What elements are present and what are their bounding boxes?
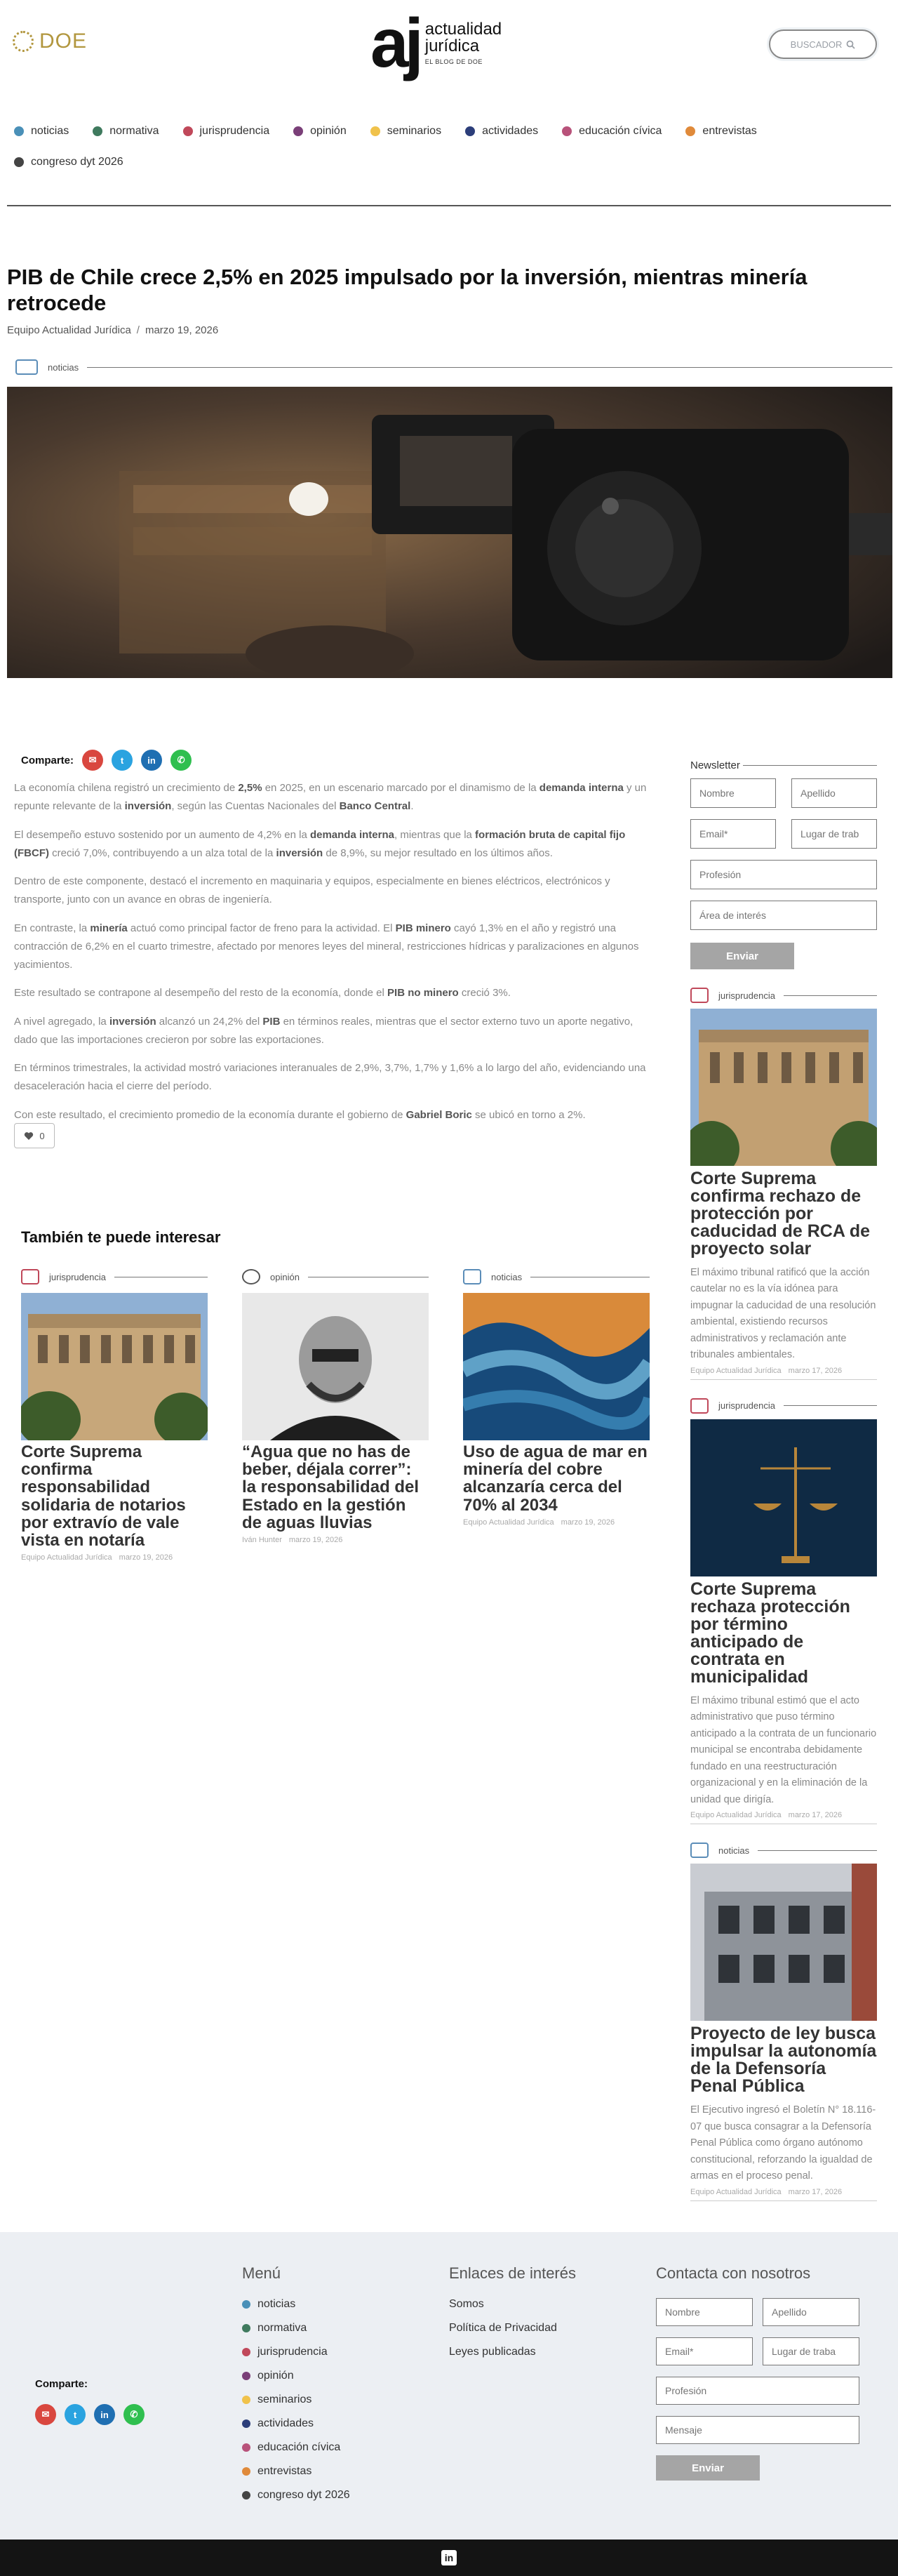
footer-menu-item[interactable]: [242, 2370, 350, 2382]
category-dot-icon: [465, 126, 475, 136]
whatsapp-icon[interactable]: ✆: [170, 750, 192, 771]
article-category-line: [15, 359, 892, 375]
article-paragraph: [14, 919, 652, 975]
paragraph-text: A nivel agregado, la: [14, 1015, 109, 1028]
paragraph-emphasis: PIB no minero: [387, 987, 459, 1000]
post-date: marzo 17, 2026: [788, 1366, 843, 1375]
footer-menu-item[interactable]: [242, 2394, 350, 2406]
footer-share-icons: [35, 2404, 153, 2425]
footer-menu-item[interactable]: [242, 2441, 350, 2454]
related-title: También te puede interesar: [21, 1228, 221, 1246]
twitter-icon[interactable]: t: [112, 750, 133, 771]
related-thumbnail[interactable]: [242, 1293, 429, 1440]
sidebar-post-meta: [690, 2188, 877, 2196]
footer-menu-label: entrevistas: [257, 2465, 312, 2477]
courthouse-photo: [21, 1293, 208, 1440]
category-dot-icon: [14, 126, 24, 136]
aj-logo-tagline: EL BLOG DE DOE: [424, 58, 483, 65]
newsletter-submit-button[interactable]: Enviar: [690, 943, 794, 969]
nav-item-jurisprudencia[interactable]: [183, 125, 270, 138]
category-dot-icon: [242, 2324, 250, 2332]
site-footer: [0, 2232, 898, 2540]
doe-logo[interactable]: [13, 29, 87, 53]
doe-emblem-icon: [13, 31, 34, 52]
related-card-title[interactable]: “Agua que no has de beber, déjala correr”: la responsabilidad del Estado en la gestión de aguas lluvias: [242, 1442, 420, 1532]
category-dot-icon: [242, 2396, 250, 2404]
paragraph-emphasis: inversión: [276, 847, 323, 859]
paragraph-emphasis: inversión: [109, 1015, 156, 1028]
post-divider: [690, 2200, 877, 2201]
like-button[interactable]: [14, 1123, 55, 1148]
article-hero-image: [7, 387, 892, 678]
category-dot-icon: [14, 157, 24, 167]
sidebar-post-excerpt: El máximo tribunal estimó que el acto administrativo que puso término anticipado a la contrata de un funcionario municipal se encontraba debidamente fundado en una reestructuración organizacional y en la eliminación de la unidad que dirigía.: [690, 1694, 877, 1805]
sidebar-category-line: [690, 1398, 877, 1414]
newspaper-icon: [463, 1269, 481, 1284]
contact-workplace-input[interactable]: [763, 2337, 859, 2365]
sidebar-post-title[interactable]: Corte Suprema confirma rechazo de protección por caducidad de RCA de proyecto solar: [690, 1169, 871, 1259]
sidebar-category[interactable]: jurisprudencia: [718, 1400, 775, 1412]
paragraph-emphasis: PIB: [262, 1015, 281, 1028]
paragraph-emphasis: Gabriel Boric: [406, 1108, 472, 1121]
sidebar-category-line: [690, 1843, 877, 1858]
aj-logo-line1: actualidad: [424, 19, 502, 39]
category-dot-icon: [242, 2419, 250, 2428]
related-card[interactable]: [463, 1269, 650, 1527]
contact-last-name-input[interactable]: [763, 2298, 859, 2326]
paragraph-emphasis: demanda interna: [539, 782, 624, 794]
contact-first-name-input[interactable]: [656, 2298, 753, 2326]
article-paragraph: [14, 1059, 652, 1096]
post-author: Equipo Actualidad Jurídica: [690, 1366, 782, 1375]
paragraph-text: y un repunte relevante de la: [14, 782, 647, 813]
nav-item-entrevistas[interactable]: [685, 125, 756, 138]
search-button[interactable]: [769, 29, 877, 59]
category-rule: [784, 995, 877, 996]
post-date: marzo 17, 2026: [788, 1811, 843, 1820]
footer-link-privacy[interactable]: Política de Privacidad: [449, 2322, 557, 2334]
footer-menu-label: seminarios: [257, 2394, 312, 2405]
related-card-title[interactable]: Corte Suprema confirma responsabilidad solidaria de notarios por extravío de vale vista en notaría: [21, 1442, 186, 1550]
nav-item-label: congreso dyt 2026: [31, 156, 123, 168]
paragraph-text: .: [410, 800, 414, 813]
paragraph-emphasis: inversión: [124, 800, 172, 813]
newspaper-icon: [15, 359, 38, 375]
paragraph-text: En términos trimestrales, la actividad mostró variaciones interanuales de 2,9%, 3,7%, 1,7% y 1,6% a lo largo del año, evidenciando una desaceleración hacia el cierre del período.: [14, 1062, 646, 1093]
article-title: PIB de Chile crece 2,5% en 2025 impulsado por la inversión, mientras minería retrocede: [7, 265, 807, 316]
footer-link-somos[interactable]: Somos: [449, 2298, 484, 2310]
newsletter-heading: [690, 759, 877, 771]
footer-share: [35, 2378, 153, 2425]
nav-item-actividades[interactable]: [465, 125, 538, 138]
footer-menu: [242, 2264, 350, 2513]
related-thumbnail[interactable]: [463, 1293, 650, 1440]
footer-menu-item[interactable]: [242, 2346, 350, 2358]
card-date: marzo 19, 2026: [119, 1553, 173, 1562]
category-dot-icon: [685, 126, 695, 136]
article-paragraph: [14, 1106, 652, 1124]
sea-water-photo: [463, 1293, 650, 1440]
footer-menu-label: noticias: [257, 2298, 296, 2310]
category-dot-icon: [242, 2443, 250, 2452]
footer-menu-label: normativa: [257, 2322, 307, 2334]
card-author: Iván Hunter: [242, 1535, 282, 1544]
whatsapp-icon[interactable]: ✆: [123, 2404, 145, 2425]
contact-profession-input[interactable]: [656, 2377, 859, 2405]
category-dot-icon: [242, 2467, 250, 2476]
share-icons: [82, 750, 200, 771]
article-date: marzo 19, 2026: [145, 324, 219, 336]
paragraph-text: El desempeño estuvo sostenido por un aumento de 4,2% en la: [14, 828, 310, 841]
nav-item-congreso-dyt-2026[interactable]: [14, 156, 123, 168]
contact-submit-button[interactable]: Enviar: [656, 2455, 760, 2481]
post-photo: [690, 1009, 877, 1166]
related-card-meta: [21, 1553, 208, 1562]
sidebar-posts: [690, 988, 877, 2201]
newsletter-first-name-input[interactable]: [690, 778, 776, 808]
article-paragraph: [14, 984, 652, 1002]
paragraph-text: creció 3%.: [458, 987, 511, 1000]
nav-item-educación-cívica[interactable]: [562, 125, 662, 138]
footer-share-label: Comparte:: [35, 2378, 88, 2390]
sidebar-post-thumbnail[interactable]: [690, 1419, 877, 1576]
category-dot-icon: [562, 126, 572, 136]
footer-menu-label: opinión: [257, 2370, 294, 2382]
like-count: 0: [39, 1130, 45, 1141]
related-category[interactable]: opinión: [270, 1271, 300, 1282]
newsletter-workplace-input[interactable]: [791, 819, 877, 849]
nav-item-label: educación cívica: [579, 125, 662, 137]
category-dot-icon: [242, 2491, 250, 2499]
related-card-title[interactable]: Uso de agua de mar en minería del cobre alcanzaría cerca del 70% al 2034: [463, 1442, 648, 1515]
sidebar-post-meta: [690, 1367, 877, 1375]
sidebar-category-line: [690, 988, 877, 1003]
article-share-bar: [21, 750, 200, 771]
sidebar-post-thumbnail[interactable]: [690, 1009, 877, 1166]
category-rule: [758, 1850, 877, 1851]
sidebar-post[interactable]: [690, 1843, 877, 2200]
footer-menu-list: [242, 2298, 350, 2502]
post-date: marzo 17, 2026: [788, 2187, 843, 2196]
footer-contact: [656, 2264, 859, 2481]
footer-menu-title: Menú: [242, 2264, 281, 2282]
paragraph-emphasis: minería: [90, 922, 128, 934]
site-header: [0, 0, 898, 91]
related-thumbnail[interactable]: [21, 1293, 208, 1440]
category-dot-icon: [370, 126, 380, 136]
newsletter-area-input[interactable]: [690, 901, 877, 930]
nav-item-label: normativa: [109, 125, 159, 137]
paragraph-text: alcanzó un 24,2% del: [156, 1015, 263, 1028]
article-paragraph: [14, 779, 652, 816]
article-body: [14, 779, 652, 1134]
footer-contact-title: Contacta con nosotros: [656, 2264, 811, 2282]
sidebar-post-excerpt: El máximo tribunal ratificó que la acción cautelar no es la vía idónea para impugnar la caducidad de una resolución ambiental, existiendo recursos administrativos y reclamación ante tribunales ambientales.: [690, 1267, 876, 1361]
related-card[interactable]: [21, 1269, 208, 1562]
byline-separator: /: [136, 324, 140, 336]
related-category-line: [463, 1269, 650, 1284]
article-category[interactable]: noticias: [48, 361, 79, 373]
footer-menu-label: jurisprudencia: [257, 2346, 328, 2358]
paragraph-text: de 8,9%, su mejor resultado en los últimos años.: [323, 847, 553, 859]
paragraph-text: Dentro de este componente, destacó el incremento en maquinaria y equipos, especialmente en bienes eléctricos, electrónicos y transporte, junto con un avance en obras de ingeniería.: [14, 875, 610, 906]
paragraph-text: creció 7,0%, contribuyendo a un alza total de la: [48, 847, 276, 859]
sidebar: [690, 759, 877, 2201]
post-photo: [690, 1419, 877, 1576]
related-category[interactable]: jurisprudencia: [49, 1271, 106, 1282]
newsletter-last-name-input[interactable]: [791, 778, 877, 808]
category-dot-icon: [293, 126, 303, 136]
card-date: marzo 19, 2026: [288, 1535, 343, 1544]
speech-bubble-icon: [242, 1269, 260, 1284]
footer-menu-item[interactable]: [242, 2417, 350, 2430]
nav-item-label: seminarios: [387, 125, 442, 137]
aj-logo-mark: aj: [370, 4, 420, 81]
related-card[interactable]: [242, 1269, 429, 1544]
post-author: Equipo Actualidad Jurídica: [690, 1811, 782, 1820]
footer-menu-item[interactable]: [242, 2322, 350, 2335]
sidebar-post[interactable]: [690, 1398, 877, 1824]
email-icon[interactable]: ✉: [35, 2404, 56, 2425]
nav-item-label: entrevistas: [702, 125, 757, 137]
paragraph-text: La economía chilena registró un crecimiento de: [14, 782, 239, 794]
paragraph-text: cayó 1,3% en el año y registró una contracción de 6,2% en el cuarto trimestre, afectado por menores leyes del mineral, restricciones hídricas y paralizaciones en algunos yacimientos.: [14, 922, 639, 971]
paragraph-emphasis: 2,5%: [238, 782, 262, 794]
scales-icon: [690, 1398, 709, 1414]
sidebar-category[interactable]: noticias: [718, 1845, 750, 1856]
newspaper-icon: [690, 1843, 709, 1858]
post-divider: [690, 1379, 877, 1380]
article-author[interactable]: Equipo Actualidad Jurídica: [7, 324, 131, 336]
linkedin-icon[interactable]: in: [141, 750, 162, 771]
scales-icon: [21, 1269, 39, 1284]
footer-menu-label: educación cívica: [257, 2441, 341, 2453]
portrait-photo: [242, 1293, 429, 1440]
category-dot-icon: [183, 126, 193, 136]
sidebar-post-title[interactable]: Proyecto de ley busca impulsar la autonomía de la Defensoría Penal Pública: [690, 2024, 877, 2097]
article-paragraph: [14, 826, 652, 863]
nav-item-label: actividades: [482, 125, 539, 137]
related-card-meta: [463, 1518, 650, 1527]
article-byline: [7, 324, 218, 336]
video-camera-photo: [7, 387, 892, 678]
newsletter-email-input[interactable]: [690, 819, 776, 849]
search-label: BUSCADOR: [790, 39, 843, 50]
paragraph-text: Con este resultado, el crecimiento promedio de la economía durante el gobierno de: [14, 1108, 406, 1121]
related-card-meta: [242, 1536, 429, 1544]
paragraph-emphasis: Banco Central: [339, 800, 411, 813]
post-author: Equipo Actualidad Jurídica: [690, 2187, 782, 2196]
paragraph-text: Este resultado se contrapone al desempeño del resto de la economía, donde el: [14, 987, 388, 1000]
doe-logo-text: DOE: [39, 29, 88, 53]
nav-item-seminarios[interactable]: [370, 125, 441, 138]
category-dot-icon: [93, 126, 102, 136]
article-paragraph: [14, 872, 652, 910]
main-nav: [14, 125, 884, 168]
paragraph-text: , según las Cuentas Nacionales del: [171, 800, 340, 813]
nav-item-normativa[interactable]: [93, 125, 159, 138]
footer-menu-label: congreso dyt 2026: [257, 2489, 350, 2501]
contact-email-input[interactable]: [656, 2337, 753, 2365]
nav-item-label: jurisprudencia: [199, 125, 270, 137]
aj-logo-line2: jurídica: [424, 36, 480, 55]
footer-menu-label: actividades: [257, 2417, 314, 2429]
card-author: Equipo Actualidad Jurídica: [463, 1518, 554, 1527]
nav-item-opinión[interactable]: [293, 125, 347, 138]
category-rule: [784, 1405, 877, 1406]
related-category[interactable]: noticias: [491, 1271, 523, 1282]
footer-bottom-bar: [0, 2540, 898, 2576]
share-label: Comparte:: [21, 754, 74, 766]
paragraph-emphasis: demanda interna: [309, 828, 394, 841]
category-dot-icon: [242, 2372, 250, 2380]
footer-menu-item[interactable]: [242, 2298, 350, 2311]
linkedin-icon[interactable]: in: [94, 2404, 115, 2425]
footer-menu-item[interactable]: [242, 2489, 350, 2502]
paragraph-text: En contraste, la: [14, 922, 91, 934]
post-photo: [690, 1864, 877, 2021]
newsletter-profession-input[interactable]: [690, 860, 877, 889]
paragraph-emphasis: formación bruta de capital fijo (FBCF): [14, 828, 626, 859]
footer-links-title: Enlaces de interés: [449, 2264, 576, 2282]
related-category-line: [21, 1269, 208, 1284]
nav-item-label: noticias: [31, 125, 69, 137]
scales-icon: [690, 988, 709, 1003]
sidebar-post-thumbnail[interactable]: [690, 1864, 877, 2021]
nav-divider: [7, 205, 891, 206]
sidebar-post-meta: [690, 1811, 877, 1819]
paragraph-text: , mientras que la: [394, 828, 476, 841]
newsletter-rule: [743, 765, 877, 766]
paragraph-text: en términos reales, mientras que el sector externo tuvo un aporte negativo, dado que las importaciones crecieron por sobre las exportaciones.: [14, 1015, 634, 1046]
category-rule: [87, 367, 892, 368]
related-category-line: [242, 1269, 429, 1284]
nav-item-noticias[interactable]: [14, 125, 69, 138]
heart-icon: [24, 1131, 34, 1141]
footer-link-laws[interactable]: Leyes publicadas: [449, 2346, 536, 2358]
paragraph-text: en 2025, en un escenario marcado por el dinamismo de la: [262, 782, 540, 794]
card-author: Equipo Actualidad Jurídica: [21, 1553, 112, 1562]
contact-message-input[interactable]: [656, 2416, 859, 2444]
sidebar-post[interactable]: [690, 988, 877, 1380]
category-dot-icon: [242, 2300, 250, 2309]
actualidad-juridica-logo[interactable]: [370, 4, 502, 81]
search-icon: [846, 40, 855, 49]
newsletter-title: Newsletter: [690, 759, 740, 771]
category-dot-icon: [242, 2348, 250, 2356]
sidebar-post-excerpt: El Ejecutivo ingresó el Boletín N° 18.116-07 que busca consagrar a la Defensoría Penal Pública como órgano autónomo constitucional, reforzando la igualdad de armas en el proceso penal.: [690, 2104, 876, 2182]
nav-item-label: opinión: [310, 125, 347, 137]
paragraph-text: actuó como principal factor de freno para la actividad. El: [127, 922, 396, 934]
card-date: marzo 19, 2026: [561, 1518, 615, 1527]
footer-links: [449, 2264, 576, 2370]
article-paragraph: [14, 1013, 652, 1050]
sidebar-post-title[interactable]: Corte Suprema rechaza protección por término anticipado de contrata en municipalidad: [690, 1579, 850, 1687]
paragraph-text: se ubicó en torno a 2%.: [471, 1108, 586, 1121]
footer-menu-item[interactable]: [242, 2465, 350, 2478]
linkedin-icon[interactable]: in: [441, 2550, 457, 2565]
twitter-icon[interactable]: t: [65, 2404, 86, 2425]
paragraph-emphasis: PIB minero: [395, 922, 451, 934]
email-icon[interactable]: ✉: [82, 750, 103, 771]
sidebar-category[interactable]: jurisprudencia: [718, 990, 775, 1001]
